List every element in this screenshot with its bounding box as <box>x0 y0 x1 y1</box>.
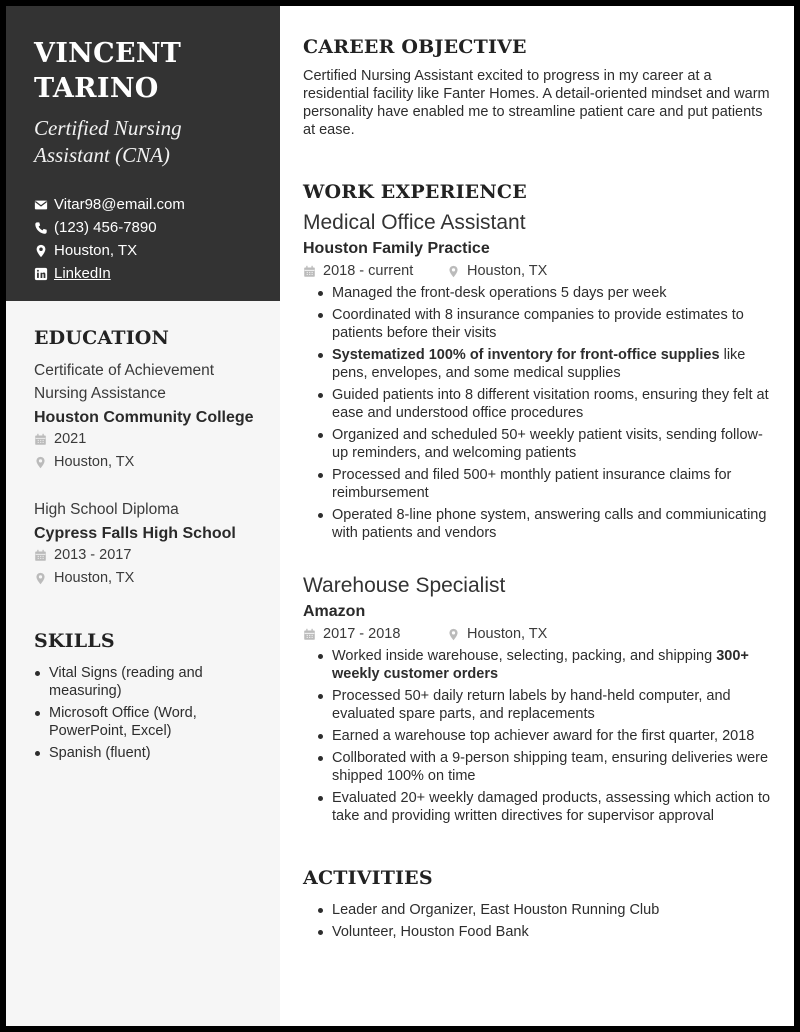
bullet-bold-text: 300+ weekly customer orders <box>332 648 749 682</box>
job-bullet <box>317 687 773 723</box>
map-pin-icon <box>447 265 460 278</box>
title-line-1: Certified Nursing <box>34 116 182 140</box>
education-location <box>34 451 260 474</box>
education-location-text: Houston, TX <box>54 454 135 470</box>
job-bullet <box>317 506 773 542</box>
job-location <box>447 623 547 646</box>
education-date <box>34 428 260 451</box>
bullet-text: Processed and filed 500+ monthly patient insurance claims for reimbursement <box>332 467 732 501</box>
bullet-text: Operated 8-line phone system, answering calls and commiunicating with patients and vendors <box>332 507 767 541</box>
bullet-text: Earned a warehouse top achiever award for the first quarter, 2018 <box>332 728 755 744</box>
job-title: Warehouse Specialist <box>303 574 506 597</box>
education-degree-line-1: High School Diploma <box>34 501 179 518</box>
linkedin-link[interactable]: LinkedIn <box>54 265 111 282</box>
map-pin-icon <box>34 456 47 469</box>
job-bullet <box>317 789 773 825</box>
job-bullet <box>317 426 773 462</box>
skills-list <box>34 664 260 762</box>
contact-email <box>34 193 260 216</box>
candidate-name <box>34 36 260 106</box>
bullet-text: Organized and scheduled 50+ weekly patient visits, sending follow-up reminders, and welcoming patients <box>332 427 763 461</box>
job-bullet <box>317 346 773 382</box>
experience-heading: WORK EXPERIENCE <box>303 181 527 203</box>
job-meta <box>303 623 773 646</box>
job-bullet <box>317 749 773 785</box>
job-bullet <box>317 386 773 422</box>
phone-icon <box>34 221 48 235</box>
envelope-icon <box>34 198 48 212</box>
education-entry <box>34 498 260 590</box>
job-bullets <box>303 647 773 825</box>
sidebar-body <box>6 301 280 762</box>
name-line-1: VINCENT <box>34 38 182 69</box>
job-entry <box>303 572 773 825</box>
calendar-icon <box>303 265 316 278</box>
job-dates <box>303 623 447 646</box>
education-date-text: 2021 <box>54 431 87 447</box>
skill-item: Vital Signs (reading and measuring) <box>34 664 260 700</box>
activities-heading: ACTIVITIES <box>303 867 433 889</box>
objective-heading: CAREER OBJECTIVE <box>303 36 527 58</box>
bullet-text: Managed the front-desk operations 5 days per week <box>332 285 667 301</box>
objective-text: Certified Nursing Assistant excited to progress in my career at a residential facility like Fanter Homes. A detail-oriented mindset and warm personality have enabled me to streamline patient care and put patients at ease. <box>303 68 770 138</box>
education-date-text: 2013 - 2017 <box>54 547 132 563</box>
activities-list <box>303 901 773 941</box>
location-text: Houston, TX <box>54 242 138 259</box>
education-heading: EDUCATION <box>34 327 170 349</box>
job-dates-text: 2018 - current <box>323 263 414 279</box>
name-line-2: TARINO <box>34 73 159 104</box>
candidate-title <box>34 115 260 169</box>
education-entry <box>34 359 260 474</box>
contact-linkedin <box>34 262 260 285</box>
bullet-text: Worked inside warehouse, selecting, packing, and shipping <box>332 648 717 664</box>
job-dates <box>303 260 447 283</box>
job-title: Medical Office Assistant <box>303 211 526 234</box>
bullet-text: Processed 50+ daily return labels by hand-held computer, and evaluated spare parts, and replacements <box>332 688 731 722</box>
job-location-text: Houston, TX <box>467 263 548 279</box>
skills-heading: SKILLS <box>34 630 115 652</box>
job-bullet <box>317 727 773 745</box>
contact-location <box>34 239 260 262</box>
job-bullet <box>317 466 773 502</box>
education-degree-line-1: Certificate of Achievement <box>34 362 215 379</box>
job-bullet <box>317 284 773 302</box>
map-pin-icon <box>34 572 47 585</box>
sidebar <box>6 6 280 1026</box>
header-block <box>6 6 280 301</box>
calendar-icon <box>303 628 316 641</box>
job-company: Amazon <box>303 603 366 620</box>
main-column <box>303 6 773 1026</box>
education-school: Cypress Falls High School <box>34 525 236 542</box>
contact-list <box>34 193 260 285</box>
skill-item: Spanish (fluent) <box>34 744 260 762</box>
bullet-text: Guided patients into 8 different visitation rooms, ensuring they felt at ease and understood office procedures <box>332 387 769 421</box>
email-text[interactable]: Vitar98@email.com <box>54 196 185 213</box>
bullet-text: like pens, envelopes, and some medical supplies <box>332 347 746 381</box>
bullet-text: Collborated with a 9-person shipping team, ensuring deliveries were shipped 100% on time <box>332 750 769 784</box>
activity-item: Volunteer, Houston Food Bank <box>317 923 773 941</box>
linkedin-icon <box>34 267 48 281</box>
map-pin-icon <box>447 628 460 641</box>
calendar-icon <box>34 549 47 562</box>
education-location-text: Houston, TX <box>54 570 135 586</box>
education-location <box>34 567 260 590</box>
education-school: Houston Community College <box>34 409 254 426</box>
bullet-text: Evaluated 20+ weekly damaged products, assessing which action to take and providing written directives for supervisor approval <box>332 790 771 824</box>
education-degree-line-2: Nursing Assistance <box>34 385 166 402</box>
job-location-text: Houston, TX <box>467 626 548 642</box>
education-date <box>34 544 260 567</box>
bullet-text: Coordinated with 8 insurance companies to provide estimates to patients before their visits <box>332 307 744 341</box>
job-meta <box>303 260 773 283</box>
job-bullets <box>303 284 773 542</box>
job-bullet <box>317 647 773 683</box>
calendar-icon <box>34 433 47 446</box>
job-location <box>447 260 547 283</box>
job-bullet <box>317 306 773 342</box>
phone-text: (123) 456-7890 <box>54 219 157 236</box>
job-dates-text: 2017 - 2018 <box>323 626 401 642</box>
map-pin-icon <box>34 244 48 258</box>
job-entry <box>303 209 773 542</box>
activity-item: Leader and Organizer, East Houston Running Club <box>317 901 773 919</box>
contact-phone <box>34 216 260 239</box>
skill-item: Microsoft Office (Word, PowerPoint, Excel) <box>34 704 260 740</box>
bullet-bold-text: Systematized 100% of inventory for front-office supplies <box>332 347 720 363</box>
job-company: Houston Family Practice <box>303 240 490 257</box>
title-line-2: Assistant (CNA) <box>34 143 170 167</box>
